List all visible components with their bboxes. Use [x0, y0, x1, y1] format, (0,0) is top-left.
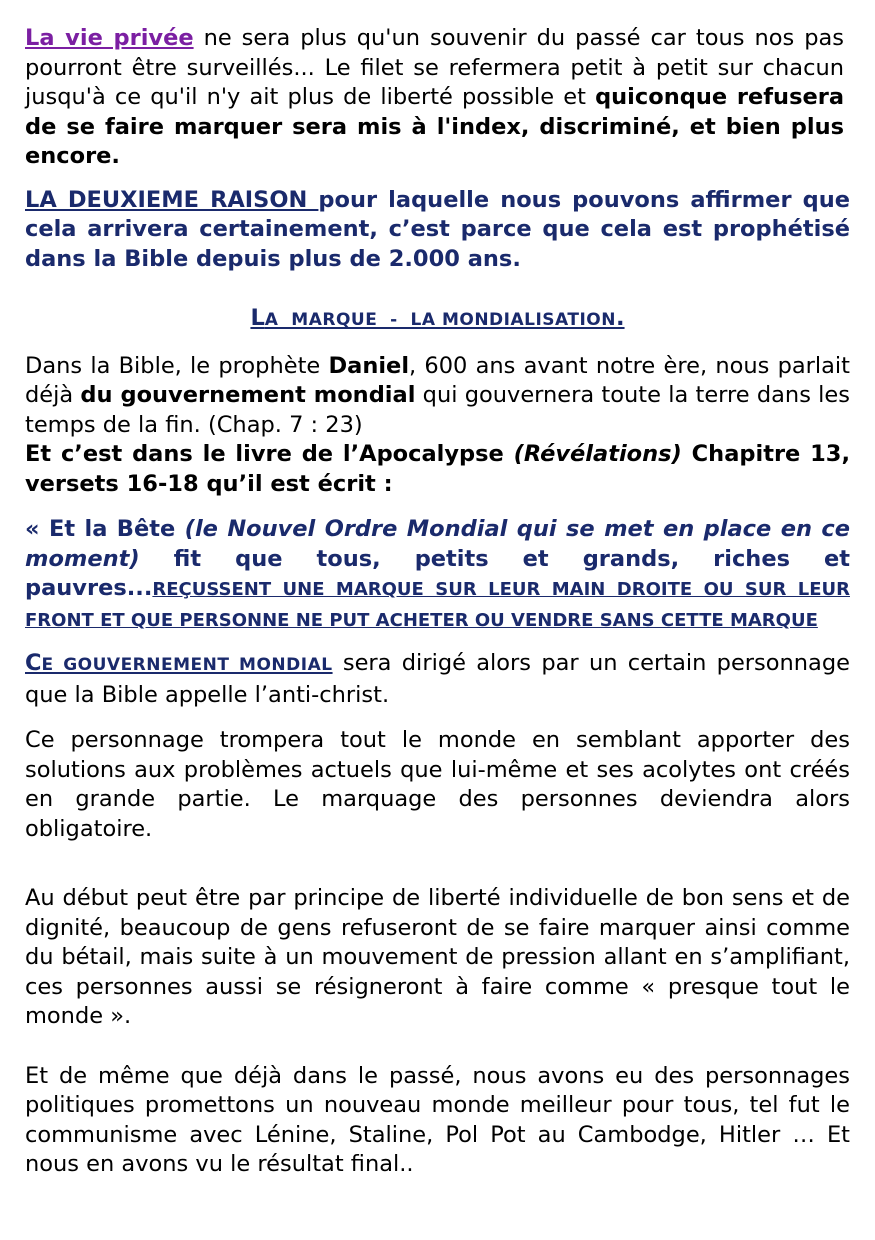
paragraph-personnage: Ce personnage trompera tout le monde en semblant apporter des solutions aux problèmes actuels que lui-même et ses acolytes ont créés en grande partie. Le marquage des personnes deviendra alors obligatoire. [25, 727, 850, 842]
apocalypse-text-1: Et c’est dans le livre de l’Apocalypse [25, 441, 514, 467]
paragraph-au-debut: Au début peut être par principe de liberté individuelle de bon sens et de dignité, beaucoup de gens refuseront de se faire marquer ainsi comme du bétail, mais suite à un mouvement de pression allant en s’amplifiant, ces personnes aussi se résigneront à faire comme « presque tout le monde ». [25, 885, 850, 1029]
bete-caps: REÇUSSENT UNE MARQUE SUR LEUR MAIN DROITE OU SUR LEUR FRONT ET QUE PERSONNE NE PUT ACHETER OU VENDRE SANS CETTE MARQUE [25, 579, 850, 631]
daniel-text-2: , 600 ans avant notre ère, nous parlait déjà [25, 352, 851, 408]
gouvernement-text: sera dirigé alors par un certain personnage que la Bible appelle l’anti-christ. [25, 650, 850, 708]
daniel-name: Daniel [328, 352, 410, 379]
apocalypse-text-2: Chapitre 13, versets 16-18 qu’il est écrit : [25, 441, 850, 497]
bete-text-2: fit que tous, petits et grands, riches et pauvres... [25, 545, 850, 601]
apocalypse-italic: (Révélations) [513, 441, 682, 467]
paragraph-bete-quote [25, 515, 850, 635]
deuxieme-raison-text: pour laquelle nous pouvons affirmer que cela arrivera certainement, c’est parce que cela est prophétisé dans la Bible depuis plus de 2.000 ans. [25, 186, 850, 272]
paragraph-communisme: Et de même que déjà dans le passé, nous avons eu des personnages politiques promettons un nouveau monde meilleur pour tous, tel fut le communisme avec Lénine, Staline, Pol Pot au Cambodge, Hitler … Et nous en avons vu le résultat final.. [25, 1062, 850, 1177]
heading-rest: A MARQUE - LA MONDIALISATION [264, 310, 616, 330]
bete-italic: (le Nouvel Ordre Mondial qui se met en place en ce moment) [25, 516, 850, 572]
paragraph-daniel [25, 352, 850, 441]
paragraph-deuxieme-raison [25, 186, 850, 275]
gouvernement-rest: E GOUVERNEMENT MONDIAL [41, 655, 333, 675]
paragraph-apocalypse [25, 440, 850, 499]
heading-initial: L [250, 305, 265, 331]
gouvernement-lead [25, 650, 333, 676]
daniel-text-1: Dans la Bible, le prophète [25, 352, 329, 379]
heading-dot: . [615, 305, 625, 331]
deuxieme-raison-lead: LA DEUXIEME RAISON [25, 186, 319, 213]
vie-privee-link[interactable]: La vie privée [25, 25, 194, 51]
bete-text-1: « Et la Bête [25, 516, 185, 542]
vie-privee-bold: quiconque refusera de se faire marquer sera mis à l'index, discriminé, et bien plus encore. [25, 84, 844, 169]
section-heading [25, 304, 850, 336]
gouvernement-initial: C [25, 650, 42, 676]
vie-privee-text: ne sera plus qu'un souvenir du passé car tous nos pas pourront être surveillés... Le filet se refermera petit à petit sur chacun jusqu'à ce qu'il n'y ait plus de liberté possible et [25, 25, 844, 110]
daniel-text-3: qui gouvernera toute la terre dans les temps de la fin. (Chap. 7 : 23) [25, 382, 850, 438]
paragraph-vie-privee [25, 24, 844, 172]
paragraph-gouvernement [25, 649, 850, 710]
gouvernement-mondial-bold: du gouvernement mondial [80, 382, 416, 408]
